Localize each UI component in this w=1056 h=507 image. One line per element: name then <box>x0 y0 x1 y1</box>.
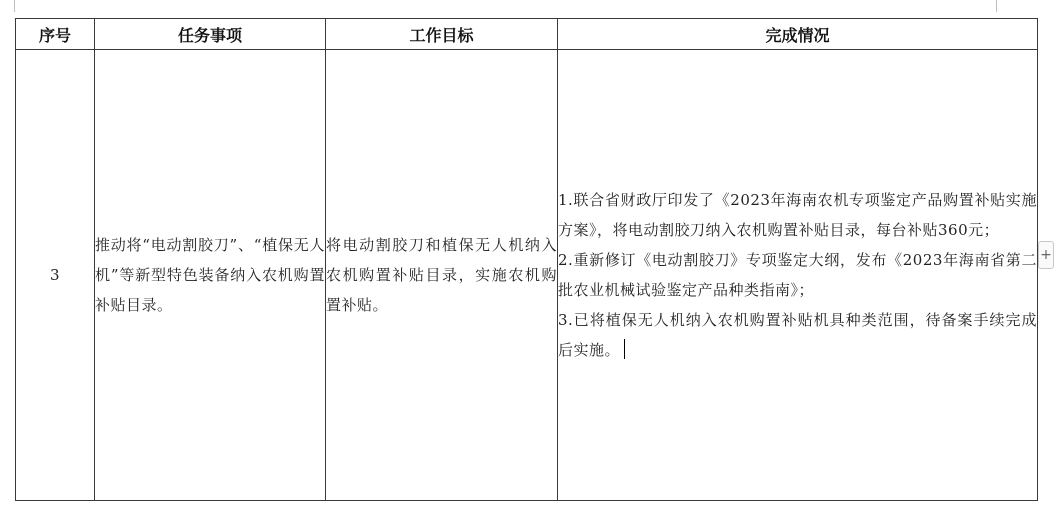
header-status: 完成情况 <box>558 19 1038 50</box>
cell-goal[interactable]: 将电动割胶刀和植保无人机纳入农机购置补贴目录，实施农机购置补贴。 <box>326 50 558 501</box>
status-item-2: 2.重新修订《电动割胶刀》专项鉴定大纲，发布《2023年海南省第二批农业机械试验鉴定产品种类指南》； <box>558 251 1037 299</box>
plus-icon[interactable]: + <box>1038 241 1054 269</box>
header-goal: 工作目标 <box>326 19 558 50</box>
header-task: 任务事项 <box>95 19 326 50</box>
text-cursor <box>624 339 625 359</box>
status-item-3 <box>558 305 1037 365</box>
task-table <box>15 18 1038 501</box>
table-header-row <box>16 19 1038 50</box>
cell-status[interactable] <box>558 50 1038 501</box>
page-corner-mark-right <box>996 0 997 12</box>
table-row <box>16 50 1038 501</box>
status-item-1: 1.联合省财政厅印发了《2023年海南农机专项鉴定产品购置补贴实施方案》，将电动割胶刀纳入农机购置补贴目录，每台补贴360元； <box>558 191 1037 239</box>
header-index: 序号 <box>16 19 95 50</box>
cell-index[interactable]: 3 <box>16 50 95 501</box>
cell-task[interactable]: 推动将“电动割胶刀”、“植保无人机”等新型特色装备纳入农机购置补贴目录。 <box>95 50 326 501</box>
page-corner-mark-left <box>14 0 15 12</box>
status-item-3-text: 3.已将植保无人机纳入农机购置补贴机具种类范围，待备案手续完成后实施。 <box>558 311 1037 359</box>
